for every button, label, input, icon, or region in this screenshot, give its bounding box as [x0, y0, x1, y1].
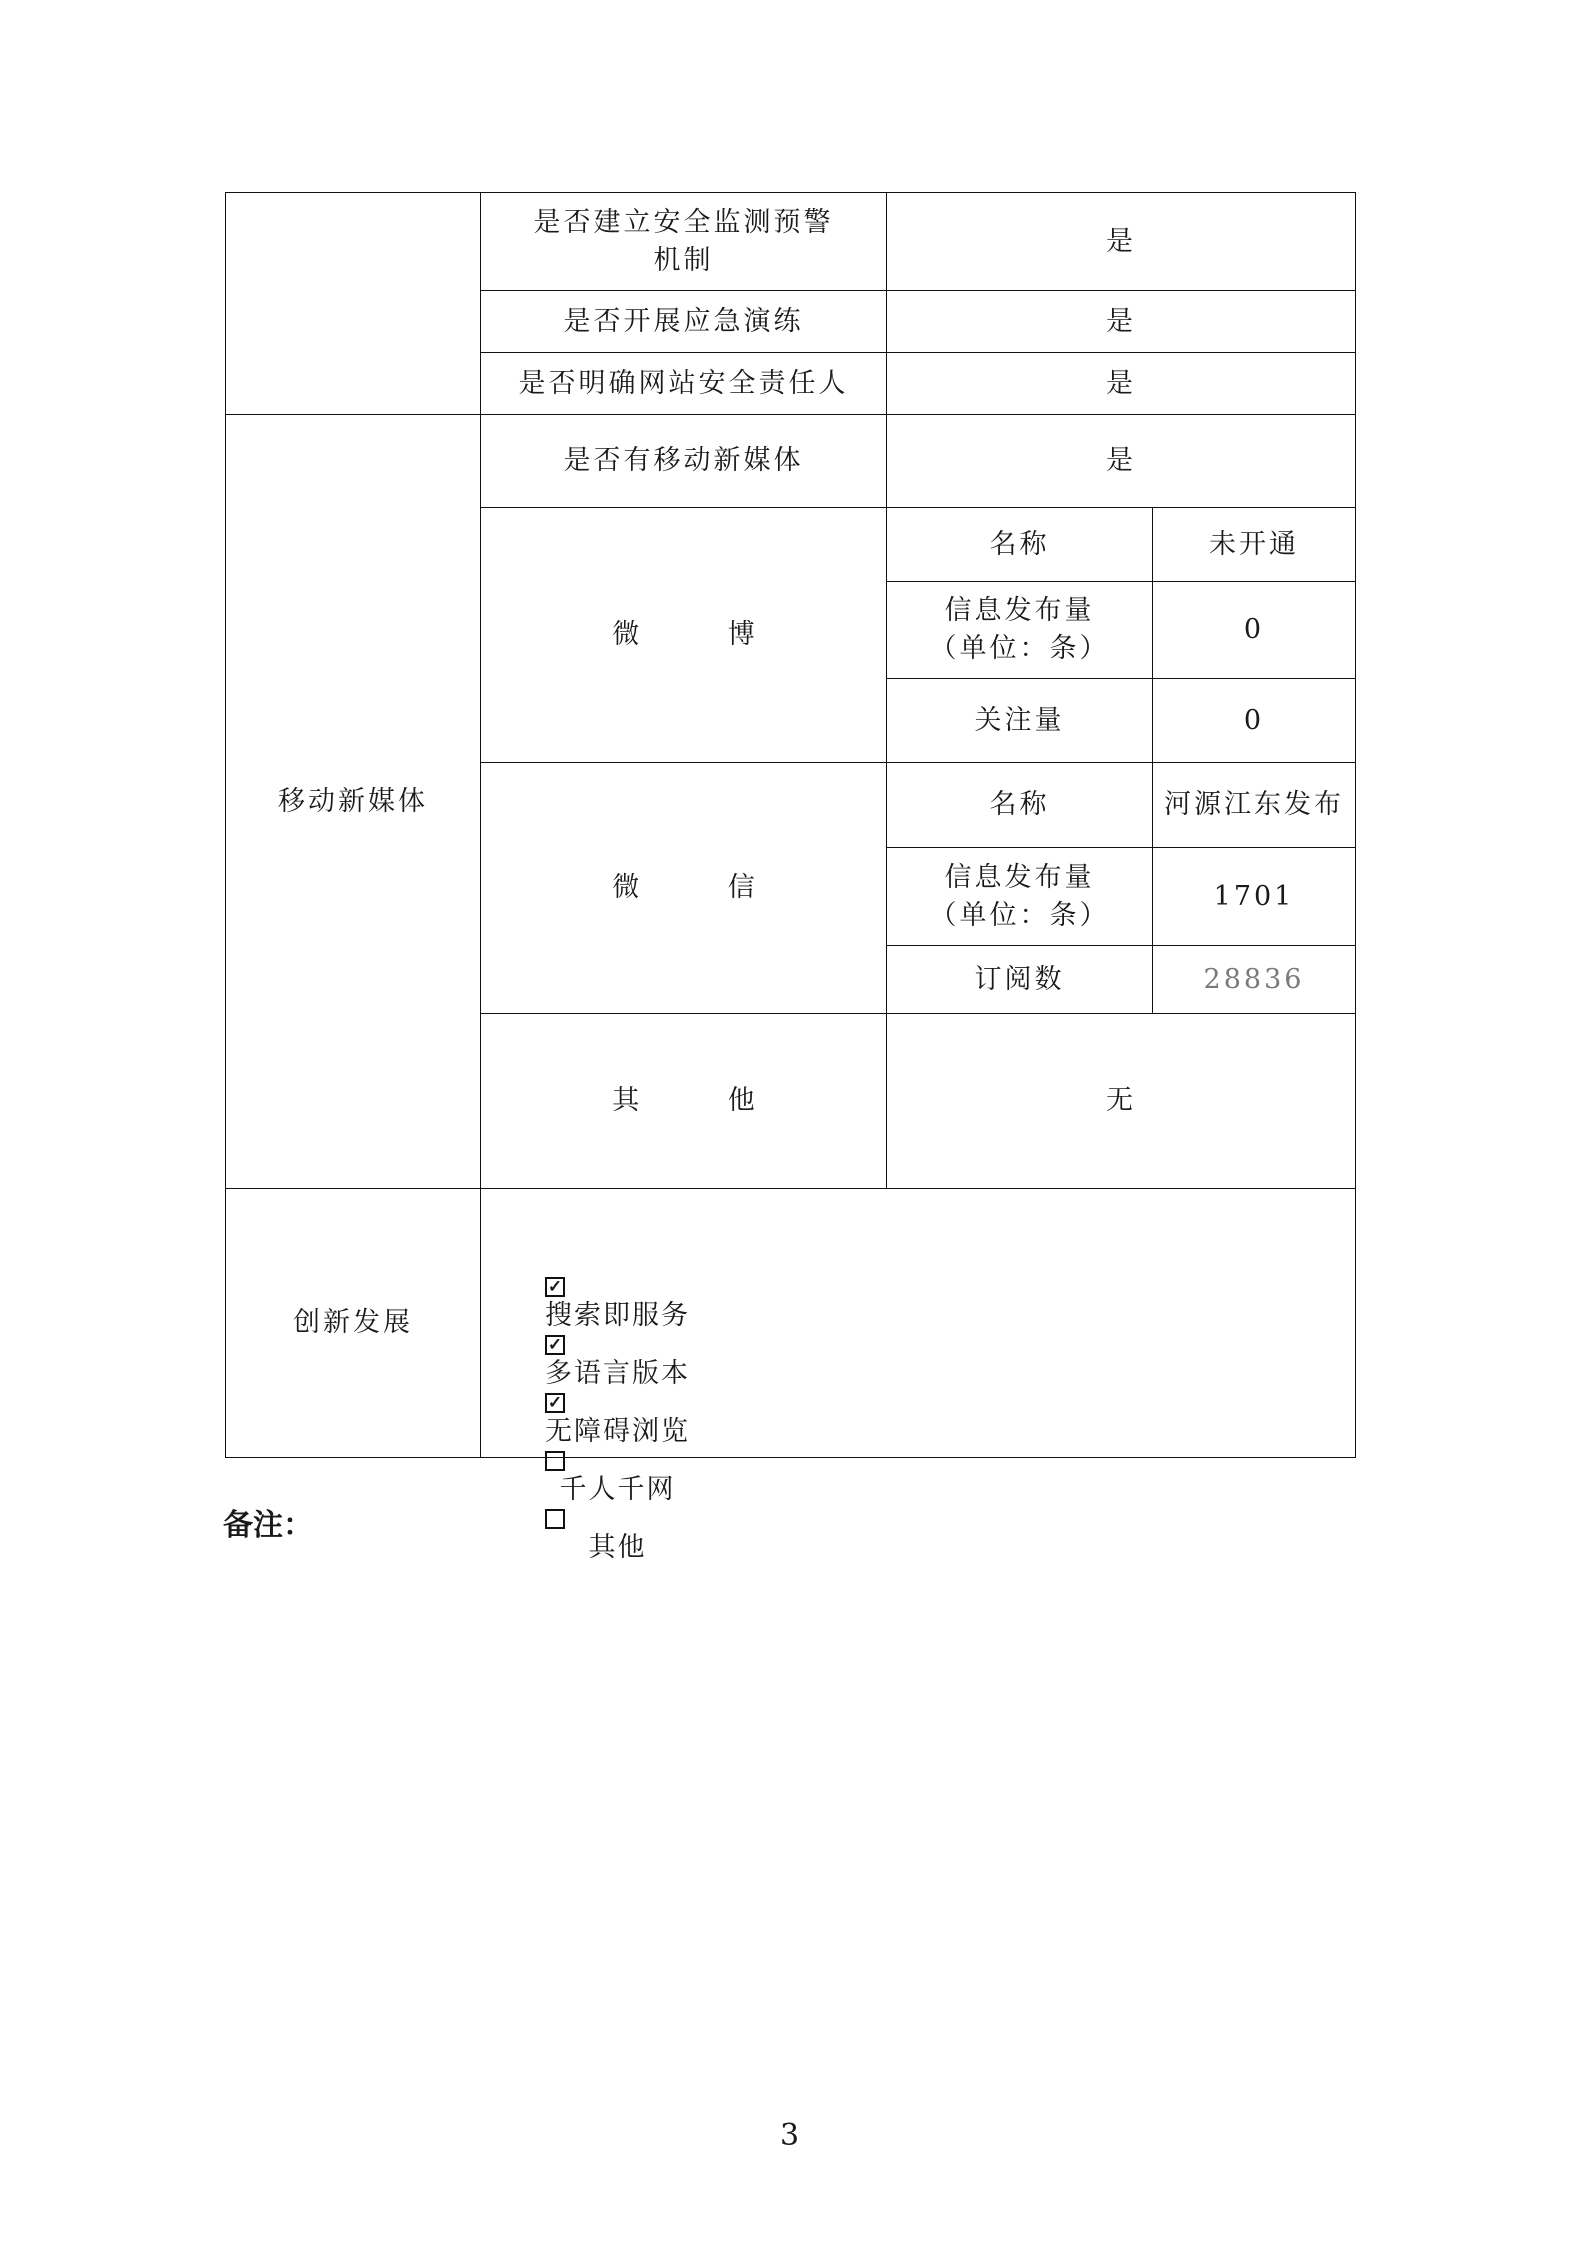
weibo-label: 微 博 — [480, 507, 887, 763]
note-label: 备注： — [223, 1508, 313, 1543]
wechat-name-value: 河源江东发布 — [1152, 762, 1356, 848]
checkbox-checked-icon[interactable]: ✓ — [545, 1277, 565, 1297]
wechat-posts-label-line1: 信息发布量 — [944, 861, 1095, 893]
security-row-monitoring-label — [480, 192, 887, 291]
wechat-posts-label-line2: （单位：条） — [929, 899, 1110, 931]
option-multilingual[interactable]: ✓ 多语言版本 — [545, 1335, 690, 1389]
innovation-section-label: 创新发展 — [225, 1188, 481, 1458]
weibo-name-value: 未开通 — [1152, 507, 1356, 582]
security-row-monitoring-value: 是 — [886, 192, 1356, 291]
checkbox-unchecked-icon[interactable] — [545, 1509, 565, 1529]
weibo-name-label: 名称 — [886, 507, 1153, 582]
security-section-label-cell — [225, 192, 481, 415]
option-other[interactable]: 其他 — [545, 1509, 690, 1563]
option-search-service[interactable]: ✓ 搜索即服务 — [545, 1277, 690, 1331]
weibo-posts-label — [886, 581, 1153, 679]
weibo-followers-value: 0 — [1152, 678, 1356, 763]
security-row-drill-label: 是否开展应急演练 — [480, 290, 887, 353]
wechat-subscribers-label: 订阅数 — [886, 945, 1153, 1014]
checkbox-checked-icon[interactable]: ✓ — [545, 1335, 565, 1355]
security-row-drill-value: 是 — [886, 290, 1356, 353]
wechat-label: 微 信 — [480, 762, 887, 1014]
other-media-value: 无 — [886, 1013, 1356, 1189]
has-mobile-media-value: 是 — [886, 414, 1356, 508]
checkbox-checked-icon[interactable]: ✓ — [545, 1393, 565, 1413]
other-media-label: 其 他 — [480, 1013, 887, 1189]
monitoring-label-line2: 机制 — [653, 244, 714, 276]
wechat-name-label: 名称 — [886, 762, 1153, 848]
wechat-posts-label — [886, 847, 1153, 946]
wechat-posts-value: 1701 — [1152, 847, 1356, 946]
weibo-followers-label: 关注量 — [886, 678, 1153, 763]
checkbox-unchecked-icon[interactable] — [545, 1451, 565, 1471]
page-number: 3 — [780, 2118, 800, 2153]
security-row-owner-label: 是否明确网站安全责任人 — [480, 352, 887, 415]
option-accessibility[interactable]: ✓ 无障碍浏览 — [545, 1393, 690, 1447]
weibo-posts-label-line2: （单位：条） — [929, 633, 1110, 664]
security-row-owner-value: 是 — [886, 352, 1356, 415]
weibo-posts-value: 0 — [1152, 581, 1356, 679]
monitoring-label-line1: 是否建立安全监测预警 — [533, 206, 834, 238]
innovation-options — [480, 1188, 1356, 1563]
mobile-media-section-label: 移动新媒体 — [225, 414, 481, 1189]
wechat-subscribers-value: 28836 — [1152, 945, 1356, 1014]
has-mobile-media-label: 是否有移动新媒体 — [480, 414, 887, 508]
option-personalized[interactable]: 千人千网 — [545, 1451, 690, 1505]
weibo-posts-label-line1: 信息发布量 — [944, 595, 1095, 626]
